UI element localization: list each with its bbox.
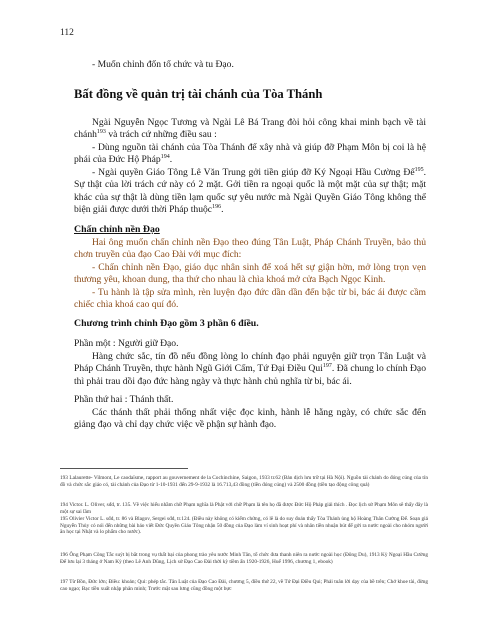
reform-paragraph xyxy=(74,237,426,262)
finance-bullet-1-text-a: - Dùng nguồn tài chánh của Tòa Thánh để xây nhà và giúp đỡ Phạm Môn bị coi là hệ phái của Đức Hộ Pháp xyxy=(74,142,426,166)
footnote-197: 197 Từ Bồn, Đức lớn; Điều: khoản; Qui: phép tắc. Tân Luật của Đạo Cao Đài, chương 5, điều thứ 22, về Tứ Đại Điều Qui; Phải tuân lời dạy của bề trên; Chớ khoe tài, đừng cao ngạo; Bạc tiền xuất nhập phân minh; Trước mặt sau lưng cũng đồng một bực xyxy=(60,579,428,592)
finance-bullet-2-text-c: . xyxy=(221,204,224,216)
page-number: 112 xyxy=(60,28,74,38)
reform-bullet-2-text: - Tu hành là tập sửa mình, rèn luyện đạo đức dần dần đến bậc từ bi, bác ái được cầm chiếc chìa khoá cao quí đó. xyxy=(74,287,426,311)
reform-bullet-2 xyxy=(74,287,426,312)
footnote-separator xyxy=(60,468,188,469)
section-title-finance: Bất đồng về quản trị tài chánh của Tòa Thánh xyxy=(74,87,323,101)
footnote-ref-195[interactable]: 195 xyxy=(414,166,424,173)
footnote-ref-196[interactable]: 196 xyxy=(212,204,222,211)
footnote-193: 193 Lalaurette- Vilmont, Le caodaïsme, rapport au gouvernement de la Cochinchine, Saigon, 1933 tr.62 (Bản dịch lưu trữ tại Hà Nội). Nguồn tài chánh do đóng cúng của tín đồ và chức sắc giáo có, tài chánh của Đạo từ 1-10-1931 đến 29-9-1932 là 16.713,43 đồng (tiền đóng cúng) và 2500 đồng (tiền tạo động công quả) xyxy=(60,475,428,488)
finance-bullet-1-text-b: . xyxy=(169,154,173,166)
footnote-ref-194[interactable]: 194 xyxy=(160,154,170,161)
section-heading-reform: Chấn chỉnh nền Đạo xyxy=(74,224,160,235)
footnote-195: 195 Olivier Victor L. sđd, tr. 86 và Blagov, Sergei sđd, tr.124. (Điều này không có kiểm chứng, có lẽ là do suy đoán thấy Tòa Thánh ủng hộ Hoàng Thân Cường Để. Soạn giả Nguyễn Thủy có nói đến những bài báo viết Đức Quyền Giáo Tông nhận 50 đồng của Đạo làm ví sinh hoạt phí và nhân tiền nhuận bút để gởi ra nước ngoài cho nhóm người ăn học tại Nhật và lo phẩm cho nước). xyxy=(60,516,428,536)
finance-paragraph xyxy=(74,117,426,142)
part-two-paragraph: Các thánh thất phải thống nhất việc đọc kinh, hành lễ hằng ngày, có chức sắc đến giảng đạo và chỉ dạy chức việc về phận sự hành đạo. xyxy=(74,407,426,431)
footnote-194: 194 Victor. L. Oliver, sđd, tr. 135. Về việc hiểu nhầm chữ Phạm nghĩa là Phật với chữ Phạm là tên họ đã được Đức Hộ Pháp giải thích . Đọc lịch sử Phạm Môn sẽ thấy đây là một sự sai lầm xyxy=(60,502,428,515)
section-heading-program: Chương trình chỉnh Đạo gồm 3 phần 6 điều. xyxy=(74,318,259,329)
footnote-196: 196 Ông Phạm Công Tắc suýt bị bắt trong vụ thất bại của phong trào yêu nước Minh Tân, tổ chức đưa thanh niên ra nước ngoài học (Đông Du), 1913 Kỳ Ngoại Hầu Cường Để lưu lại 3 tháng ở Nam Kỳ (theo Lê Anh Dũng, Lịch sử Đạo Cao Đài thời kỳ tiềm ẩn 1920-1926, Huế 1996, chương 1, ebook) xyxy=(60,552,428,565)
part-one-title: Phần một : Người giữ Đạo. xyxy=(74,338,179,349)
finance-bullet-2 xyxy=(74,167,426,217)
footnote-ref-193[interactable]: 193 xyxy=(96,129,106,136)
finance-bullet-2-text-b: . Sự thật của lời trách cứ này có 2 mặt. Gởi tiền ra ngoại quốc là một mặt của sự thật; mặt khác của sự thật là dùng tiền lạm quốc sự yêu nước mà Ngài Quyền Giáo Tông không thể biện giải được dưới thời Pháp thuộc xyxy=(74,167,426,216)
part-one-text-b: . Đã chung lo chính Đạo thì phải trau dồi đạo đức hàng ngày và thực hành chủ nghĩa từ bi, bác ái. xyxy=(74,363,426,387)
reform-bullet-1-text: - Chấn chỉnh nền Đạo, giáo dục nhân sinh để xoá hết sự giận hờn, mở lòng trọn vẹn thương yêu, khoan dung, tha thứ cho nhau là chìa khoá mở cửa Bạch Ngọc Kinh. xyxy=(74,262,426,286)
part-one-paragraph xyxy=(74,351,426,388)
part-two-title: Phần thứ hai : Thánh thất. xyxy=(74,394,174,405)
reform-paragraph-text: Hai ông muốn chấn chỉnh nền Đạo theo đúng Tân Luật, Pháp Chánh Truyền, bảo thủ chơn truyền của đạo Cao Đài với mục đích: xyxy=(74,237,426,261)
reform-bullet-1 xyxy=(74,262,426,287)
finance-paragraph-text-a: Ngài Nguyễn Ngọc Tương và Ngài Lê Bá Trang đòi hỏi công khai minh bạch về tài chánh xyxy=(74,117,426,141)
finance-bullet-2-text-a: - Ngài quyền Giáo Tông Lê Văn Trung gởi tiền giúp đỡ Ký Ngoại Hầu Cường Để xyxy=(92,167,415,178)
footnote-ref-197[interactable]: 197 xyxy=(322,363,332,370)
part-one-text-a: Hàng chức sắc, tín đồ nếu đồng lòng lo chính đạo phải nguyện giữ trọn Tân Luật và Pháp Chánh Truyền, thực hành Ngũ Giới Cấm, Tứ Đại Điều Qui xyxy=(74,351,426,375)
intro-bullet: - Muốn chỉnh đốn tổ chức và tu Đạo. xyxy=(92,59,234,70)
finance-bullet-1 xyxy=(74,142,426,167)
finance-paragraph-text-b: và trách cứ những điều sau : xyxy=(105,129,217,141)
